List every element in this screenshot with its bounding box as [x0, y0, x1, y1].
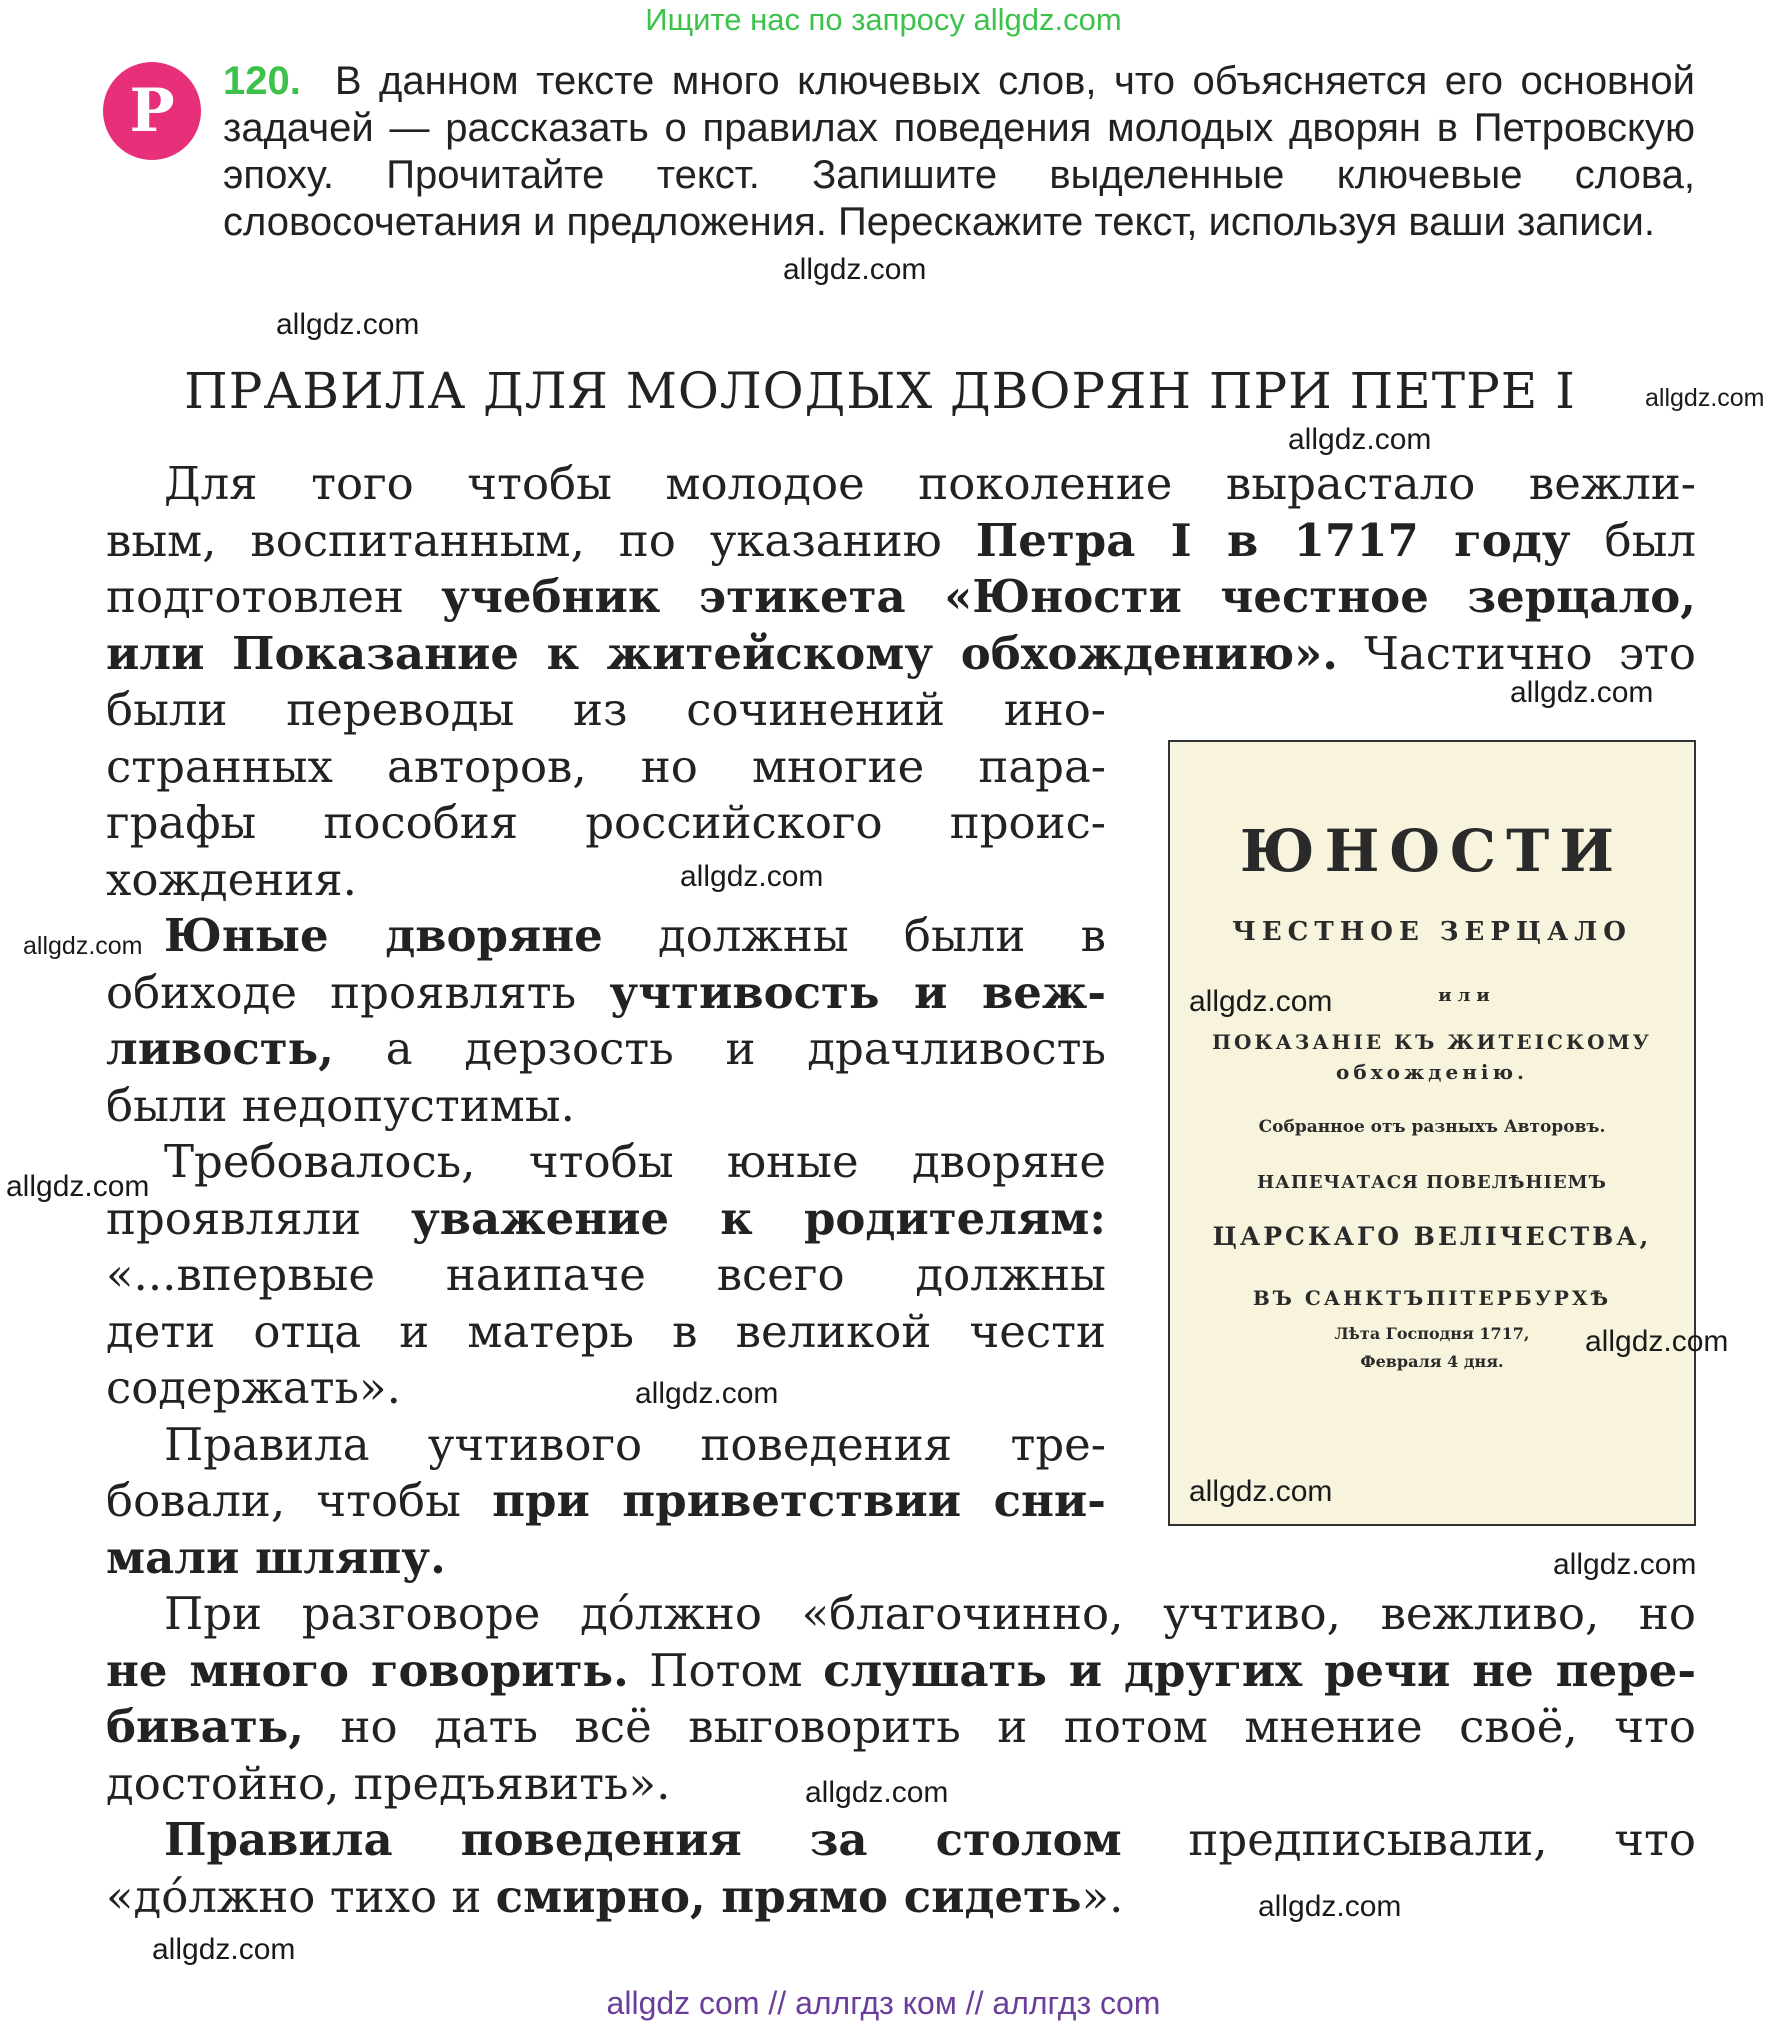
text-line: «...впервые наипаче всего должны — [106, 1248, 1106, 1301]
text-line: мали шляпу. — [106, 1531, 446, 1584]
text-title: ПРАВИЛА ДЛЯ МОЛОДЫХ ДВОРЯН ПРИ ПЕТРЕ I — [184, 362, 1576, 420]
book-line: Собранное отъ разныхъ Авторовъ. — [1258, 1117, 1606, 1137]
book-line: ПОКАЗАНІЕ КЪ ЖИТЕІСКОМУ — [1212, 1030, 1652, 1054]
watermark: allgdz.com — [23, 932, 143, 960]
text-line: Юные дворяне должны были в — [164, 909, 1106, 962]
text-line: достойно, предъявить». — [106, 1757, 671, 1810]
text-line: Для того чтобы молодое поколение вырастало вежли- — [164, 457, 1696, 510]
text-line: ливость, а дерзость и драчливость — [106, 1022, 1106, 1075]
watermark: allgdz.com — [783, 253, 927, 286]
text-line: подготовлен учебник этикета «Юности честное зерцало, — [106, 570, 1696, 623]
watermark: allgdz.com — [1189, 985, 1333, 1018]
book-line: ЧЕСТНОЕ ЗЕРЦАЛО — [1232, 917, 1632, 947]
text-line: не много говорить. Потом слушать и других речи не пере- — [106, 1644, 1696, 1697]
text-line: графы пособия российского проис- — [106, 796, 1106, 849]
watermark: allgdz.com — [6, 1170, 150, 1203]
watermark: allgdz.com — [1258, 1890, 1402, 1923]
text-line: хождения. — [106, 853, 357, 906]
bottom-banner: allgdz com // аллгдз ком // аллгдз com — [606, 1985, 1161, 2021]
watermark: allgdz.com — [1585, 1325, 1729, 1358]
watermark: allgdz.com — [1553, 1548, 1697, 1581]
book-line: НАПЕЧАТАСЯ ПОВЕЛѢНІЕМЪ — [1257, 1172, 1607, 1193]
text-line: Правила учтивого поведения тре- — [164, 1418, 1106, 1471]
rhetoric-badge: Р — [103, 62, 201, 160]
text-line: были переводы из сочинений ино- — [106, 683, 1106, 736]
watermark: allgdz.com — [680, 860, 824, 893]
book-line: ЦАРСКАГО ВЕЛІЧЕСТВА, — [1212, 1222, 1652, 1251]
watermark: allgdz.com — [635, 1377, 779, 1410]
watermark: allgdz.com — [152, 1933, 296, 1966]
watermark: allgdz.com — [1645, 384, 1765, 412]
task-number: 120. — [223, 59, 301, 103]
text-line: При разговоре до́лжно «благочинно, учтиво, вежливо, но — [164, 1587, 1696, 1640]
book-line: Февраля 4 дня. — [1360, 1352, 1504, 1371]
text-line: были недопустимы. — [106, 1079, 575, 1132]
text-line: вым, воспитанным, по указанию Петра I в 1717 году был — [106, 514, 1696, 567]
text-line: или Показание к житейскому обхождению». Частично это — [106, 627, 1697, 680]
watermark: allgdz.com — [1189, 1475, 1333, 1508]
task-instruction — [223, 58, 1695, 246]
watermark: allgdz.com — [1510, 676, 1654, 709]
text-line: странных авторов, но многие пара- — [106, 740, 1106, 793]
text-line: «до́лжно тихо и смирно, прямо сидеть». — [106, 1870, 1124, 1923]
watermark: allgdz.com — [276, 308, 420, 341]
book-line: Лѣта Господня 1717, — [1334, 1324, 1530, 1343]
watermark: allgdz.com — [1288, 423, 1432, 456]
text-line: обиходе проявлять учтивость и веж- — [106, 966, 1106, 1019]
text-line: проявляли уважение к родителям: — [106, 1192, 1106, 1245]
text-line: бовали, чтобы при приветствии сни- — [106, 1474, 1106, 1527]
text-line: Требовалось, чтобы юные дворяне — [164, 1135, 1106, 1188]
task-text: В данном тексте много ключевых слов, что объясняется его основной задачей — рассказать о правилах поведения молодых дворян в Петровскую эпоху. Прочитайте текст. Запишите выделенные ключевые слова, словосочетания и предложения. Перескажите текст, используя ваши записи. — [223, 59, 1695, 244]
book-title-page-illustration — [1168, 740, 1696, 1526]
book-line: или — [1438, 985, 1496, 1006]
book-title: ЮНОСТИ — [1239, 817, 1625, 885]
watermark: allgdz.com — [805, 1776, 949, 1809]
top-banner: Ищите нас по запросу allgdz.com — [645, 2, 1122, 37]
text-line: содержать». — [106, 1361, 401, 1414]
text-line: Правила поведения за столом предписывали, что — [164, 1813, 1696, 1866]
text-line: бивать, но дать всё выговорить и потом мнение своё, что — [106, 1700, 1696, 1753]
book-line: ВЪ САНКТЪПІТЕРБУРХѢ — [1252, 1286, 1612, 1310]
text-line: дети отца и матерь в великой чести — [106, 1305, 1106, 1358]
book-line: обхожденію. — [1336, 1060, 1528, 1084]
